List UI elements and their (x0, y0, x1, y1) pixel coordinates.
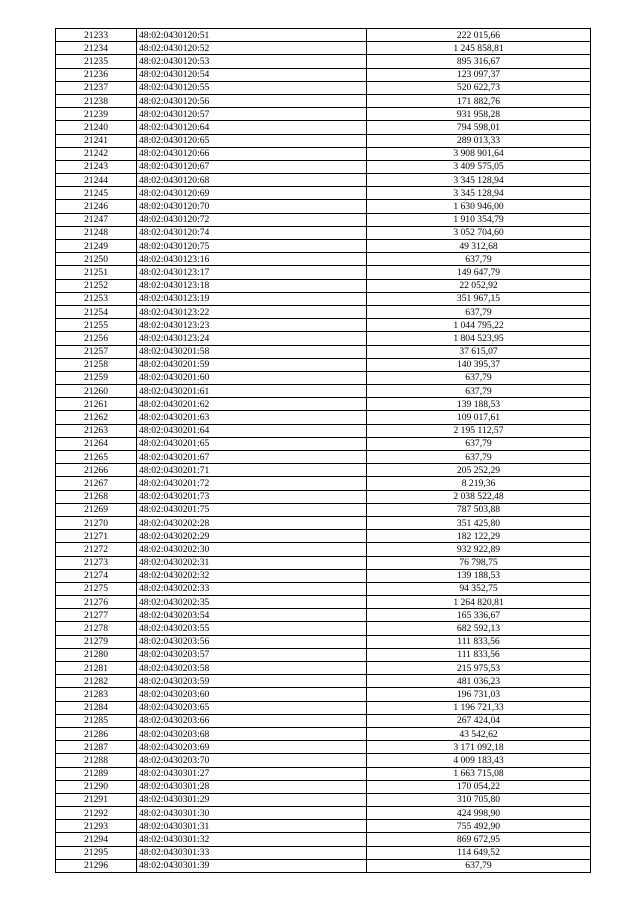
table-row (56, 833, 591, 846)
value-cell: 1 245 858,81 (367, 42, 591, 55)
value-cell: 1 663 715,08 (367, 767, 591, 780)
table-row (56, 596, 591, 609)
value-cell: 49 312,68 (367, 240, 591, 253)
table-row (56, 121, 591, 134)
value-cell: 3 345 128,94 (367, 174, 591, 187)
value-cell: 351 967,15 (367, 292, 591, 305)
cadastral-number-cell: 48:02:0430203:58 (137, 662, 367, 675)
value-cell: 37 615,07 (367, 345, 591, 358)
row-number-cell: 21272 (56, 543, 137, 556)
value-cell: 637,79 (367, 859, 591, 872)
value-cell: 215 975,53 (367, 662, 591, 675)
cadastral-number-cell: 48:02:0430203:55 (137, 622, 367, 635)
row-number-cell: 21259 (56, 371, 137, 384)
cadastral-number-cell: 48:02:0430201:71 (137, 464, 367, 477)
row-number-cell: 21293 (56, 820, 137, 833)
row-number-cell: 21247 (56, 213, 137, 226)
value-cell: 1 044 795,22 (367, 319, 591, 332)
cadastral-number-cell: 48:02:0430202:29 (137, 530, 367, 543)
table-row (56, 266, 591, 279)
row-number-cell: 21271 (56, 530, 137, 543)
table-row (56, 793, 591, 806)
value-cell: 637,79 (367, 305, 591, 318)
table-row (56, 622, 591, 635)
row-number-cell: 21265 (56, 451, 137, 464)
row-number-cell: 21279 (56, 635, 137, 648)
table-row (56, 741, 591, 754)
cadastral-number-cell: 48:02:0430120:56 (137, 94, 367, 107)
row-number-cell: 21254 (56, 305, 137, 318)
row-number-cell: 21242 (56, 147, 137, 160)
value-cell: 205 252,29 (367, 464, 591, 477)
table-row (56, 147, 591, 160)
cadastral-number-cell: 48:02:0430203:59 (137, 675, 367, 688)
value-cell: 165 336,67 (367, 609, 591, 622)
value-cell: 637,79 (367, 437, 591, 450)
cadastral-number-cell: 48:02:0430120:72 (137, 213, 367, 226)
row-number-cell: 21234 (56, 42, 137, 55)
cadastral-number-cell: 48:02:0430201:73 (137, 490, 367, 503)
table-row (56, 345, 591, 358)
table-row (56, 727, 591, 740)
cadastral-number-cell: 48:02:0430202:35 (137, 596, 367, 609)
table-row (56, 226, 591, 239)
cadastral-number-cell: 48:02:0430201:72 (137, 477, 367, 490)
cadastral-number-cell: 48:02:0430203:56 (137, 635, 367, 648)
table-row (56, 332, 591, 345)
table-row (56, 108, 591, 121)
row-number-cell: 21255 (56, 319, 137, 332)
table-row (56, 477, 591, 490)
table-row (56, 68, 591, 81)
row-number-cell: 21277 (56, 609, 137, 622)
table-row (56, 55, 591, 68)
cadastral-number-cell: 48:02:0430202:32 (137, 569, 367, 582)
row-number-cell: 21261 (56, 398, 137, 411)
value-cell: 351 425,80 (367, 516, 591, 529)
row-number-cell: 21286 (56, 727, 137, 740)
row-number-cell: 21233 (56, 29, 137, 42)
table-row (56, 213, 591, 226)
table-row (56, 556, 591, 569)
table-row (56, 29, 591, 42)
value-cell: 8 219,36 (367, 477, 591, 490)
table-row (56, 569, 591, 582)
row-number-cell: 21285 (56, 714, 137, 727)
row-number-cell: 21263 (56, 424, 137, 437)
cadastral-number-cell: 48:02:0430201:65 (137, 437, 367, 450)
table-row (56, 385, 591, 398)
table-row (56, 490, 591, 503)
row-number-cell: 21252 (56, 279, 137, 292)
cadastral-number-cell: 48:02:0430201:64 (137, 424, 367, 437)
table-row (56, 358, 591, 371)
table-row (56, 437, 591, 450)
value-cell: 3 052 704,60 (367, 226, 591, 239)
cadastral-number-cell: 48:02:0430120:75 (137, 240, 367, 253)
value-cell: 76 798,75 (367, 556, 591, 569)
row-number-cell: 21249 (56, 240, 137, 253)
table-row (56, 516, 591, 529)
row-number-cell: 21239 (56, 108, 137, 121)
row-number-cell: 21266 (56, 464, 137, 477)
row-number-cell: 21235 (56, 55, 137, 68)
cadastral-number-cell: 48:02:0430203:70 (137, 754, 367, 767)
table-row (56, 609, 591, 622)
table-row (56, 582, 591, 595)
table-row (56, 688, 591, 701)
value-cell: 170 054,22 (367, 780, 591, 793)
cadastral-number-cell: 48:02:0430201:58 (137, 345, 367, 358)
row-number-cell: 21262 (56, 411, 137, 424)
cadastral-number-cell: 48:02:0430301:27 (137, 767, 367, 780)
row-number-cell: 21246 (56, 200, 137, 213)
value-cell: 43 542,62 (367, 727, 591, 740)
cadastral-number-cell: 48:02:0430301:29 (137, 793, 367, 806)
cadastral-number-cell: 48:02:0430203:68 (137, 727, 367, 740)
cadastral-number-cell: 48:02:0430201:59 (137, 358, 367, 371)
table-row (56, 240, 591, 253)
row-number-cell: 21258 (56, 358, 137, 371)
table-row (56, 714, 591, 727)
row-number-cell: 21253 (56, 292, 137, 305)
table-row (56, 371, 591, 384)
row-number-cell: 21245 (56, 187, 137, 200)
value-cell: 1 630 946,00 (367, 200, 591, 213)
table-row (56, 701, 591, 714)
cadastral-number-cell: 48:02:0430123:18 (137, 279, 367, 292)
row-number-cell: 21264 (56, 437, 137, 450)
cadastral-number-cell: 48:02:0430202:28 (137, 516, 367, 529)
value-cell: 1 264 820,81 (367, 596, 591, 609)
table-row (56, 134, 591, 147)
row-number-cell: 21283 (56, 688, 137, 701)
cadastral-number-cell: 48:02:0430202:30 (137, 543, 367, 556)
value-cell: 4 009 183,43 (367, 754, 591, 767)
table-row (56, 451, 591, 464)
table-body (56, 29, 591, 873)
cadastral-number-cell: 48:02:0430203:65 (137, 701, 367, 714)
cadastral-number-cell: 48:02:0430202:33 (137, 582, 367, 595)
value-cell: 481 036,23 (367, 675, 591, 688)
table-row (56, 160, 591, 173)
value-cell: 787 503,88 (367, 503, 591, 516)
cadastral-number-cell: 48:02:0430120:66 (137, 147, 367, 160)
table-row (56, 675, 591, 688)
cadastral-number-cell: 48:02:0430301:33 (137, 846, 367, 859)
table-row (56, 94, 591, 107)
row-number-cell: 21241 (56, 134, 137, 147)
cadastral-number-cell: 48:02:0430123:19 (137, 292, 367, 305)
value-cell: 3 908 901,64 (367, 147, 591, 160)
cadastral-number-cell: 48:02:0430201:75 (137, 503, 367, 516)
row-number-cell: 21290 (56, 780, 137, 793)
value-cell: 637,79 (367, 253, 591, 266)
cadastral-number-cell: 48:02:0430201:67 (137, 451, 367, 464)
row-number-cell: 21256 (56, 332, 137, 345)
cadastral-number-cell: 48:02:0430123:24 (137, 332, 367, 345)
table-row (56, 530, 591, 543)
cadastral-number-cell: 48:02:0430123:16 (137, 253, 367, 266)
row-number-cell: 21292 (56, 807, 137, 820)
value-cell: 1 196 721,33 (367, 701, 591, 714)
row-number-cell: 21275 (56, 582, 137, 595)
row-number-cell: 21244 (56, 174, 137, 187)
value-cell: 1 910 354,79 (367, 213, 591, 226)
table-row (56, 780, 591, 793)
value-cell: 123 097,37 (367, 68, 591, 81)
row-number-cell: 21260 (56, 385, 137, 398)
row-number-cell: 21267 (56, 477, 137, 490)
cadastral-value-table (55, 28, 591, 873)
value-cell: 895 316,67 (367, 55, 591, 68)
cadastral-number-cell: 48:02:0430120:54 (137, 68, 367, 81)
value-cell: 94 352,75 (367, 582, 591, 595)
cadastral-number-cell: 48:02:0430120:57 (137, 108, 367, 121)
cadastral-number-cell: 48:02:0430201:63 (137, 411, 367, 424)
row-number-cell: 21280 (56, 648, 137, 661)
cadastral-number-cell: 48:02:0430203:54 (137, 609, 367, 622)
table-row (56, 635, 591, 648)
row-number-cell: 21270 (56, 516, 137, 529)
cadastral-number-cell: 48:02:0430120:74 (137, 226, 367, 239)
value-cell: 2 038 522,48 (367, 490, 591, 503)
value-cell: 869 672,95 (367, 833, 591, 846)
cadastral-number-cell: 48:02:0430201:62 (137, 398, 367, 411)
cadastral-number-cell: 48:02:0430301:28 (137, 780, 367, 793)
row-number-cell: 21294 (56, 833, 137, 846)
value-cell: 637,79 (367, 371, 591, 384)
table-row (56, 424, 591, 437)
value-cell: 931 958,28 (367, 108, 591, 121)
cadastral-number-cell: 48:02:0430120:67 (137, 160, 367, 173)
row-number-cell: 21248 (56, 226, 137, 239)
table-row (56, 398, 591, 411)
cadastral-number-cell: 48:02:0430201:61 (137, 385, 367, 398)
value-cell: 22 052,92 (367, 279, 591, 292)
table-row (56, 859, 591, 872)
value-cell: 140 395,37 (367, 358, 591, 371)
row-number-cell: 21288 (56, 754, 137, 767)
row-number-cell: 21278 (56, 622, 137, 635)
table-row (56, 464, 591, 477)
cadastral-number-cell: 48:02:0430120:53 (137, 55, 367, 68)
table-row (56, 807, 591, 820)
cadastral-number-cell: 48:02:0430203:60 (137, 688, 367, 701)
cadastral-number-cell: 48:02:0430123:22 (137, 305, 367, 318)
cadastral-number-cell: 48:02:0430120:64 (137, 121, 367, 134)
row-number-cell: 21291 (56, 793, 137, 806)
value-cell: 222 015,66 (367, 29, 591, 42)
value-cell: 149 647,79 (367, 266, 591, 279)
table-row (56, 754, 591, 767)
table-row (56, 820, 591, 833)
row-number-cell: 21284 (56, 701, 137, 714)
value-cell: 520 622,73 (367, 81, 591, 94)
cadastral-number-cell: 48:02:0430203:69 (137, 741, 367, 754)
row-number-cell: 21287 (56, 741, 137, 754)
cadastral-number-cell: 48:02:0430203:66 (137, 714, 367, 727)
table-row (56, 187, 591, 200)
table-row (56, 543, 591, 556)
table-row (56, 305, 591, 318)
value-cell: 196 731,03 (367, 688, 591, 701)
table-row (56, 767, 591, 780)
value-cell: 424 998,90 (367, 807, 591, 820)
row-number-cell: 21251 (56, 266, 137, 279)
cadastral-number-cell: 48:02:0430120:51 (137, 29, 367, 42)
row-number-cell: 21257 (56, 345, 137, 358)
cadastral-number-cell: 48:02:0430202:31 (137, 556, 367, 569)
value-cell: 637,79 (367, 385, 591, 398)
table-row (56, 319, 591, 332)
row-number-cell: 21237 (56, 81, 137, 94)
cadastral-number-cell: 48:02:0430120:52 (137, 42, 367, 55)
row-number-cell: 21296 (56, 859, 137, 872)
cadastral-number-cell: 48:02:0430120:55 (137, 81, 367, 94)
value-cell: 794 598,01 (367, 121, 591, 134)
cadastral-number-cell: 48:02:0430203:57 (137, 648, 367, 661)
table-row (56, 662, 591, 675)
row-number-cell: 21276 (56, 596, 137, 609)
cadastral-number-cell: 48:02:0430123:17 (137, 266, 367, 279)
value-cell: 267 424,04 (367, 714, 591, 727)
table-row (56, 292, 591, 305)
value-cell: 932 922,89 (367, 543, 591, 556)
row-number-cell: 21289 (56, 767, 137, 780)
value-cell: 139 188,53 (367, 569, 591, 582)
cadastral-number-cell: 48:02:0430201:60 (137, 371, 367, 384)
row-number-cell: 21282 (56, 675, 137, 688)
value-cell: 3 171 092,18 (367, 741, 591, 754)
cadastral-number-cell: 48:02:0430120:65 (137, 134, 367, 147)
value-cell: 3 345 128,94 (367, 187, 591, 200)
cadastral-number-cell: 48:02:0430123:23 (137, 319, 367, 332)
row-number-cell: 21269 (56, 503, 137, 516)
cadastral-number-cell: 48:02:0430301:39 (137, 859, 367, 872)
row-number-cell: 21240 (56, 121, 137, 134)
table-row (56, 81, 591, 94)
row-number-cell: 21274 (56, 569, 137, 582)
value-cell: 3 409 575,05 (367, 160, 591, 173)
row-number-cell: 21250 (56, 253, 137, 266)
value-cell: 310 705,80 (367, 793, 591, 806)
cadastral-number-cell: 48:02:0430120:68 (137, 174, 367, 187)
value-cell: 182 122,29 (367, 530, 591, 543)
value-cell: 111 833,56 (367, 648, 591, 661)
value-cell: 2 195 112,57 (367, 424, 591, 437)
row-number-cell: 21281 (56, 662, 137, 675)
value-cell: 637,79 (367, 451, 591, 464)
cadastral-number-cell: 48:02:0430120:69 (137, 187, 367, 200)
table-row (56, 648, 591, 661)
table-row (56, 846, 591, 859)
table-row (56, 253, 591, 266)
cadastral-number-cell: 48:02:0430301:31 (137, 820, 367, 833)
row-number-cell: 21268 (56, 490, 137, 503)
value-cell: 289 013,33 (367, 134, 591, 147)
value-cell: 139 188,53 (367, 398, 591, 411)
table-row (56, 200, 591, 213)
value-cell: 114 649,52 (367, 846, 591, 859)
cadastral-number-cell: 48:02:0430301:30 (137, 807, 367, 820)
table-row (56, 174, 591, 187)
row-number-cell: 21238 (56, 94, 137, 107)
row-number-cell: 21273 (56, 556, 137, 569)
table-row (56, 279, 591, 292)
row-number-cell: 21236 (56, 68, 137, 81)
value-cell: 1 804 523,95 (367, 332, 591, 345)
value-cell: 109 017,61 (367, 411, 591, 424)
row-number-cell: 21295 (56, 846, 137, 859)
table-row (56, 411, 591, 424)
value-cell: 171 882,76 (367, 94, 591, 107)
value-cell: 755 492,90 (367, 820, 591, 833)
cadastral-number-cell: 48:02:0430120:70 (137, 200, 367, 213)
value-cell: 682 592,13 (367, 622, 591, 635)
cadastral-number-cell: 48:02:0430301:32 (137, 833, 367, 846)
value-cell: 111 833,56 (367, 635, 591, 648)
row-number-cell: 21243 (56, 160, 137, 173)
table-row (56, 503, 591, 516)
table-row (56, 42, 591, 55)
